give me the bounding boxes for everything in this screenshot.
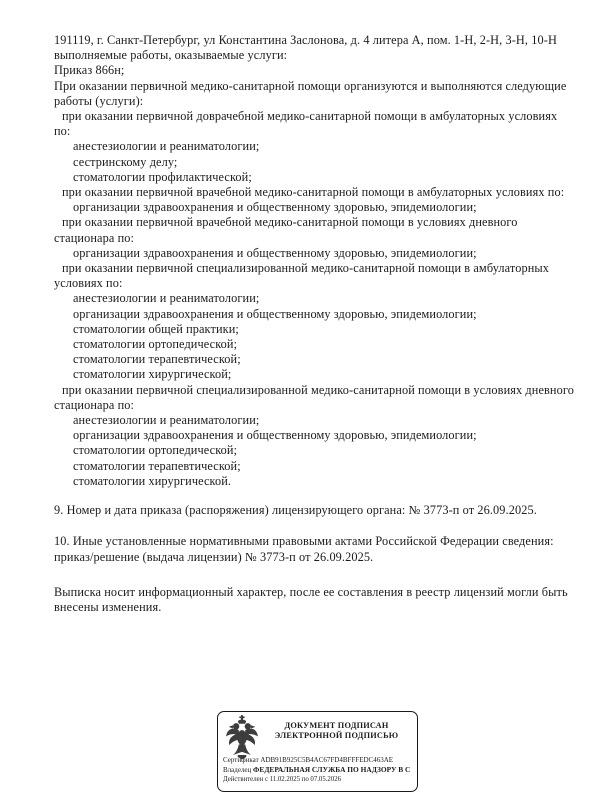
owner-label: Владелец <box>223 766 252 774</box>
document-line: анестезиологии и реаниматологии; <box>73 291 260 306</box>
document-line: Приказ 866н; <box>54 63 125 78</box>
document-line: приказ/решение (выдача лицензии) № 3773-п от 26.09.2025. <box>54 549 374 564</box>
document-line: при оказании первичной врачебной медико-санитарной помощи в амбулаторных условиях по: <box>62 185 565 200</box>
document-line: организации здравоохранения и общественному здоровью, эпидемиологии; <box>73 245 477 260</box>
document-line: стационара по: <box>54 397 135 412</box>
stamp-title-line1: ДОКУМЕНТ ПОДПИСАН <box>284 721 389 730</box>
stamp-owner-line <box>223 765 417 775</box>
owner-value: ФЕДЕРАЛЬНАЯ СЛУЖБА ПО НАДЗОРУ В С <box>253 765 411 774</box>
certificate-label: Сертификат <box>223 756 259 764</box>
document-line: стоматологии профилактической; <box>73 169 252 184</box>
stamp-validity-line: Действителен с 11.02.2025 по 07.05.2026 <box>223 776 342 783</box>
document-line: стационара по: <box>54 230 135 245</box>
document-line: стоматологии ортопедической; <box>73 337 238 352</box>
document-line: при оказании первичной специализированной медико-санитарной помощи в амбулаторных <box>62 261 549 276</box>
document-line: организации здравоохранения и общественному здоровью, эпидемиологии; <box>73 200 477 215</box>
document-line: сестринскому делу; <box>73 154 178 169</box>
document-line: условиях по: <box>54 276 123 291</box>
document-line: внесены изменения. <box>54 599 162 614</box>
double-headed-eagle-icon <box>225 715 259 760</box>
stamp-title-line2: ЭЛЕКТРОННОЙ ПОДПИСЬЮ <box>274 730 399 740</box>
document-line: работы (услуги): <box>54 93 144 108</box>
document-line: 9. Номер и дата приказа (распоряжения) лицензирующего органа: № 3773-п от 26.09.2025. <box>54 503 537 518</box>
document-line: При оказании первичной медико-санитарной помощи организуются и выполняются следующие <box>54 78 567 93</box>
document-line: 10. Иные установленные нормативными правовыми актами Российской Федерации сведения: <box>54 534 554 549</box>
document-line: организации здравоохранения и общественному здоровью, эпидемиологии; <box>73 428 477 443</box>
document-line: при оказании первичной врачебной медико-санитарной помощи в условиях дневного <box>62 215 518 230</box>
document-line: Выписка носит информационный характер, после ее составления в реестр лицензий могли быть <box>54 584 568 599</box>
stamp-certificate-line <box>223 755 417 765</box>
document-line: стоматологии хирургической. <box>73 473 232 488</box>
document-lines <box>54 33 572 615</box>
document-line: стоматологии хирургической; <box>73 367 232 382</box>
document-line: стоматологии терапевтической; <box>73 458 241 473</box>
document-line: стоматологии ортопедической; <box>73 443 238 458</box>
document-line: по: <box>54 124 71 139</box>
document-line: анестезиологии и реаниматологии; <box>73 413 260 428</box>
document-line: организации здравоохранения и общественному здоровью, эпидемиологии; <box>73 306 477 321</box>
document-line: анестезиологии и реаниматологии; <box>73 139 260 154</box>
stamp-info <box>223 755 417 785</box>
document-line: выполняемые работы, оказываемые услуги: <box>54 48 288 63</box>
certificate-value: ADB91B925C5B4AC67FD4BFFFEDC463AE <box>260 756 394 764</box>
signature-stamp <box>217 711 418 792</box>
document-line: стоматологии терапевтической; <box>73 352 241 367</box>
document-line: 191119, г. Санкт-Петербург, ул Константина Заслонова, д. 4 литера А, пом. 1-Н, 2-Н, 3-Н, 10-Н <box>54 33 557 47</box>
document-line: при оказании первичной специализированной медико-санитарной помощи в условиях дневного <box>62 382 574 397</box>
document-line: стоматологии общей практики; <box>73 321 239 336</box>
stamp-title <box>262 721 411 740</box>
document-line: при оказании первичной доврачебной медико-санитарной помощи в амбулаторных условиях <box>62 109 558 124</box>
